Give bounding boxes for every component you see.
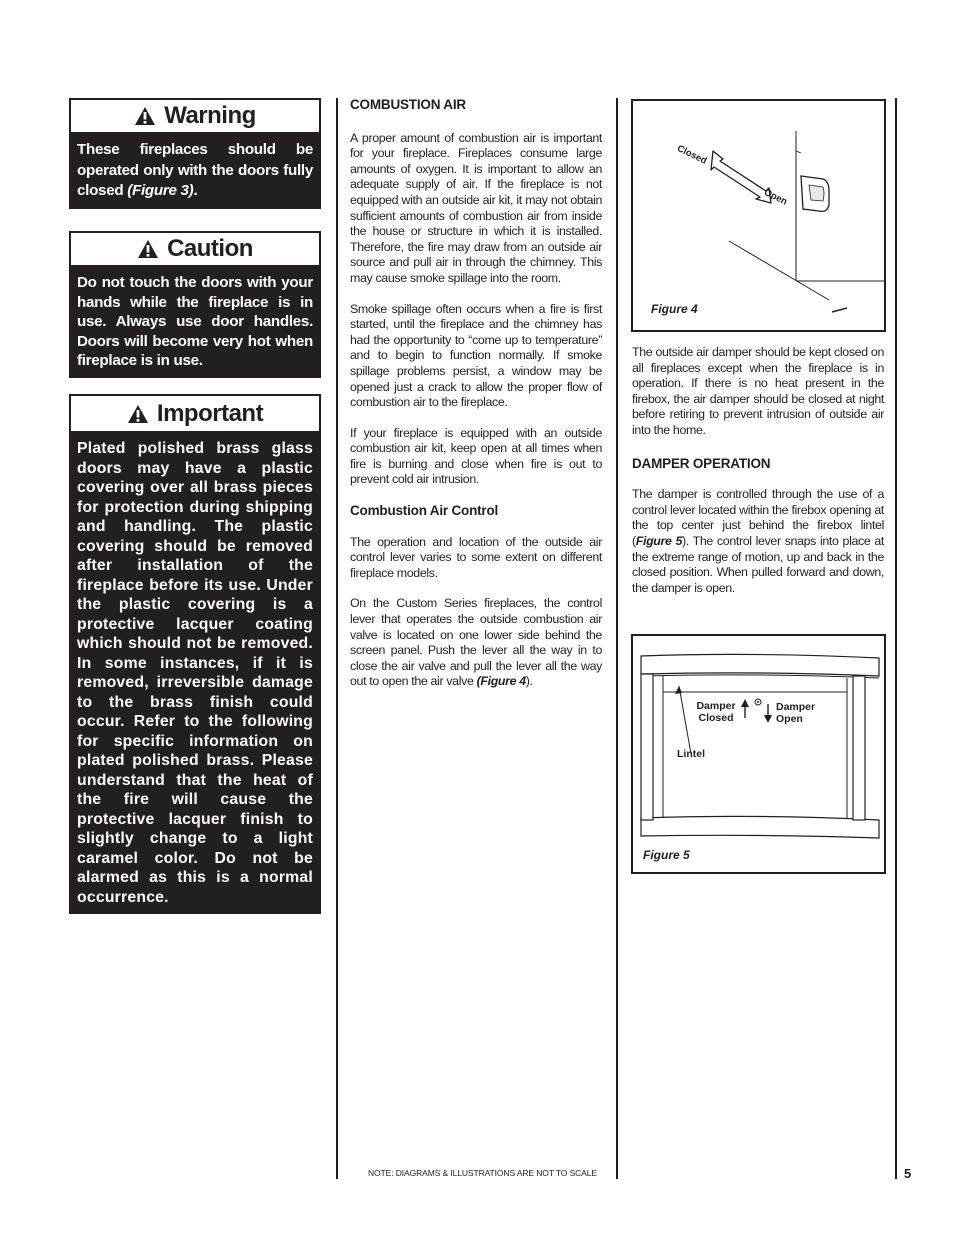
figure-5-label-damper-open: Damper Open (776, 701, 816, 725)
damper-p2-figure-ref: Figure 5 (635, 533, 683, 548)
figure-4-label-open: Open (762, 187, 789, 208)
combustion-p5-figure-ref: (Figure 4 (476, 674, 526, 689)
page-number: 5 (904, 1166, 912, 1181)
combustion-paragraph-2: Smoke spillage often occurs when a fire is first started, until the fireplace and the chimney has had the opportunity to “come up to temperature” and to begin to function normally. If smoke spillage problems persist, a window may be opened just a crack to allow the proper flow of combustion air to the fireplace. (350, 301, 602, 410)
combustion-air-section (350, 97, 602, 705)
column-divider-left (336, 98, 338, 1179)
caution-title: Caution (167, 235, 253, 262)
caution-header (71, 233, 319, 267)
warning-box (69, 98, 321, 209)
caution-box (69, 231, 321, 378)
important-title: Important (156, 399, 264, 427)
page-edge-rule (895, 98, 897, 1179)
important-triangle-icon (127, 404, 149, 424)
figure-4-box (631, 99, 886, 332)
figure-5-box (631, 634, 886, 874)
column-divider-right (616, 98, 618, 1179)
warning-triangle-icon (134, 106, 156, 126)
caution-body: Do not touch the doors with your hands while the fireplace is in use. Always use door handles. Doors will become very hot when fireplace is in use. (71, 267, 319, 376)
important-box (69, 394, 321, 914)
combustion-paragraph-4: The operation and location of the outside air control lever varies to some extent on different fireplace models. (350, 534, 602, 580)
combustion-paragraph-1: A proper amount of combustion air is important for your fireplace. Fireplaces consume large amounts of oxygen. It is important to allow an adequate supply of air. If the fireplace is not equipped with an outside air kit, it may not obtain sufficient amounts of combustion air from inside the house or structure in which it is installed. Therefore, the fire may draw from an outside air source and pull air in through the chimney. This may cause smoke spillage into the room. (350, 130, 602, 285)
combustion-paragraph-3: If your fireplace is equipped with an outside combustion air kit, keep open at all times when fire is burning and close when fire is out to prevent cold air intrusion. (350, 425, 602, 487)
figure-4-illustration (633, 101, 884, 330)
figure-5-illustration (633, 636, 884, 872)
figure-5-label-lintel: Lintel (677, 748, 705, 760)
warning-text-end: . (193, 182, 198, 199)
warning-figure-ref: (Figure 3) (127, 182, 194, 199)
combustion-air-heading: COMBUSTION AIR (350, 97, 466, 112)
damper-p2-end: ). The control lever snaps into place at the extreme range of motion, up and back in the closed position. When pulled forward and down, the damper is open. (632, 533, 884, 595)
combustion-air-control-heading: Combustion Air Control (350, 503, 499, 519)
warning-body (71, 134, 319, 207)
combustion-p5-text: On the Custom Series fireplaces, the control lever that operates the outside combustion air valve is located on one lower side behind the screen panel. Push the lever all the way in to close the air valve and pull the lever all the way out to open the air valve (350, 596, 602, 689)
air-damper-paragraph: The outside air damper should be kept closed on all fireplaces except when the fireplace is in operation. If there is no heat present in the firebox, the air damper should be closed at night before retiring to prevent intrusion of outside air into the home. (632, 345, 884, 437)
figure-4-label-closed: Closed (675, 143, 709, 167)
important-body: Plated polished brass glass doors may have a plastic covering over all brass pieces for protection during shipping and handling. The plastic covering should be removed after installation of the fireplace before its use. Under the plastic covering is a protective lacquer coating which should not be removed. In some instances, if it is removed, irreversible damage to the brass finish could occur. Refer to the following for specific information on plated polished brass. Please understand that the heat of the fire will cause the protective lacquer finish to slightly change to a light caramel color. Do not be alarmed as this is a normal occurrence. (71, 433, 319, 912)
combustion-p5-end: ). (525, 674, 533, 689)
figure-4-caption: Figure 4 (651, 302, 698, 316)
figure-5-caption: Figure 5 (643, 848, 690, 862)
figure-5-label-damper-closed: Damper Closed (696, 700, 736, 724)
footer-note: NOTE: DIAGRAMS & ILLUSTRATIONS ARE NOT TO SCALE (368, 1168, 597, 1178)
caution-triangle-icon (137, 239, 159, 259)
right-column-text (632, 345, 884, 611)
warning-title: Warning (164, 102, 256, 129)
combustion-paragraph-5 (350, 596, 602, 690)
warning-header (71, 100, 319, 134)
damper-operation-heading: DAMPER OPERATION (632, 455, 771, 471)
important-header (71, 396, 319, 433)
damper-p2-text: The damper is controlled through the use of a control lever located within the firebox opening at the top center just behind the firebox lintel ( (632, 487, 884, 548)
warning-text: These fireplaces should be operated only with the doors fully closed (77, 141, 313, 199)
damper-operation-paragraph (632, 487, 884, 596)
